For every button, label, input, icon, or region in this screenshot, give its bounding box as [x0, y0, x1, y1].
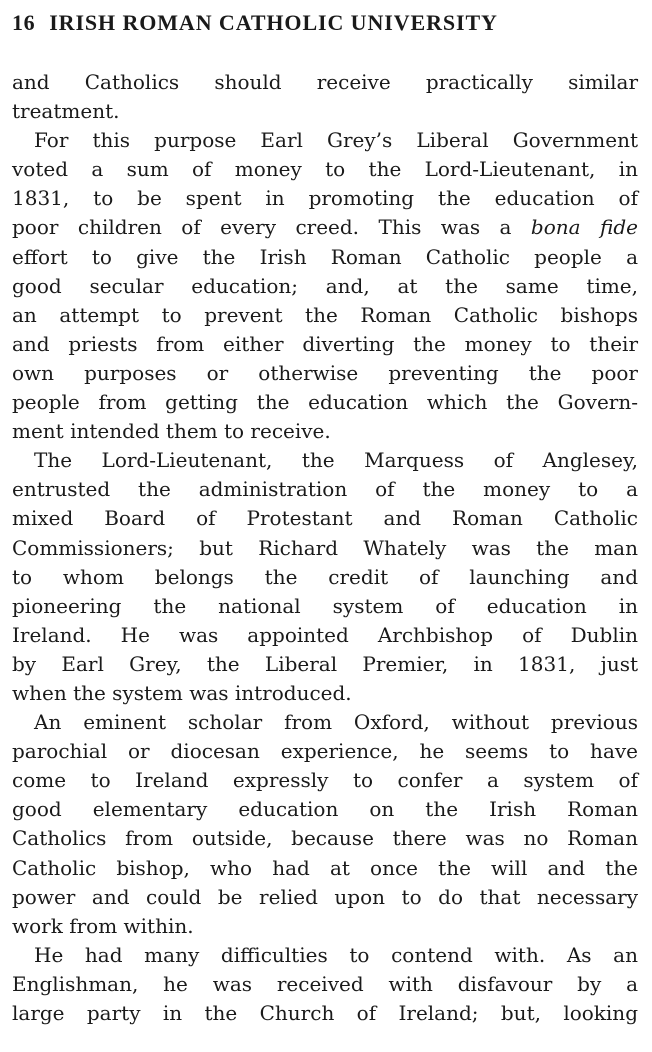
paragraph — [12, 126, 638, 446]
text-line: and priests from either diverting the money to their — [12, 331, 638, 356]
text-line: treatment. — [12, 99, 120, 124]
text-line: entrusted the administration of the money to a — [12, 477, 638, 502]
text-line: good elementary education on the Irish Roman — [12, 797, 638, 822]
text-line: voted a sum of money to the Lord-Lieutenant, in — [12, 157, 638, 182]
text-line: own purposes or otherwise preventing the poor — [12, 360, 638, 385]
page-number: 16 — [12, 10, 36, 35]
text-line: pioneering the national system of education in — [12, 593, 638, 618]
text-line: The Lord-Lieutenant, the Marquess of Anglesey, — [34, 448, 638, 473]
text-line: He had many difficulties to contend with. As an — [34, 942, 638, 967]
text-line: people from getting the education which the Govern- — [12, 390, 638, 415]
running-title: IRISH ROMAN CATHOLIC UNIVERSITY — [49, 10, 498, 35]
text-line: An eminent scholar from Oxford, without previous — [34, 710, 638, 735]
text-line: good secular education; and, at the same time, — [12, 273, 638, 298]
book-page — [12, 8, 638, 1028]
text-line: to whom belongs the credit of launching and — [12, 564, 638, 589]
text-line: ment intended them to receive. — [12, 419, 331, 444]
text-line: large party in the Church of Ireland; but, looking — [12, 1001, 638, 1025]
running-header — [12, 8, 638, 38]
paragraph — [12, 68, 638, 126]
text-line: Ireland. He was appointed Archbishop of Dublin — [12, 622, 638, 647]
text-line: Catholic bishop, who had at once the will and the — [12, 855, 638, 880]
text-line: when the system was introduced. — [12, 680, 352, 705]
text-line: power and could be relied upon to do that necessary — [12, 884, 638, 909]
italic-phrase: bona fide — [530, 215, 638, 240]
text-line: mixed Board of Protestant and Roman Catholic — [12, 506, 638, 531]
text-line: effort to give the Irish Roman Catholic people a — [12, 244, 638, 269]
text-line: come to Ireland expressly to confer a system of — [12, 768, 638, 793]
text-line: 1831, to be spent in promoting the education of — [12, 186, 638, 211]
body-text — [12, 68, 638, 1028]
text-line: parochial or diocesan experience, he seems to have — [12, 739, 638, 764]
paragraph — [12, 708, 638, 941]
text-line: For this purpose Earl Grey’s Liberal Government — [34, 128, 638, 153]
text-segment: poor children of every creed. This was a — [12, 215, 531, 240]
paragraph — [12, 941, 638, 1028]
text-line: Englishman, he was received with disfavour by a — [12, 971, 638, 996]
text-line: an attempt to prevent the Roman Catholic bishops — [12, 302, 638, 327]
text-line — [12, 213, 638, 242]
text-line: by Earl Grey, the Liberal Premier, in 1831, just — [12, 651, 638, 676]
text-line: Commissioners; but Richard Whately was the man — [12, 535, 638, 560]
text-line: Catholics from outside, because there was no Roman — [12, 826, 638, 851]
text-line: and Catholics should receive practically similar — [12, 70, 638, 94]
text-line: work from within. — [12, 913, 194, 938]
paragraph — [12, 446, 638, 708]
